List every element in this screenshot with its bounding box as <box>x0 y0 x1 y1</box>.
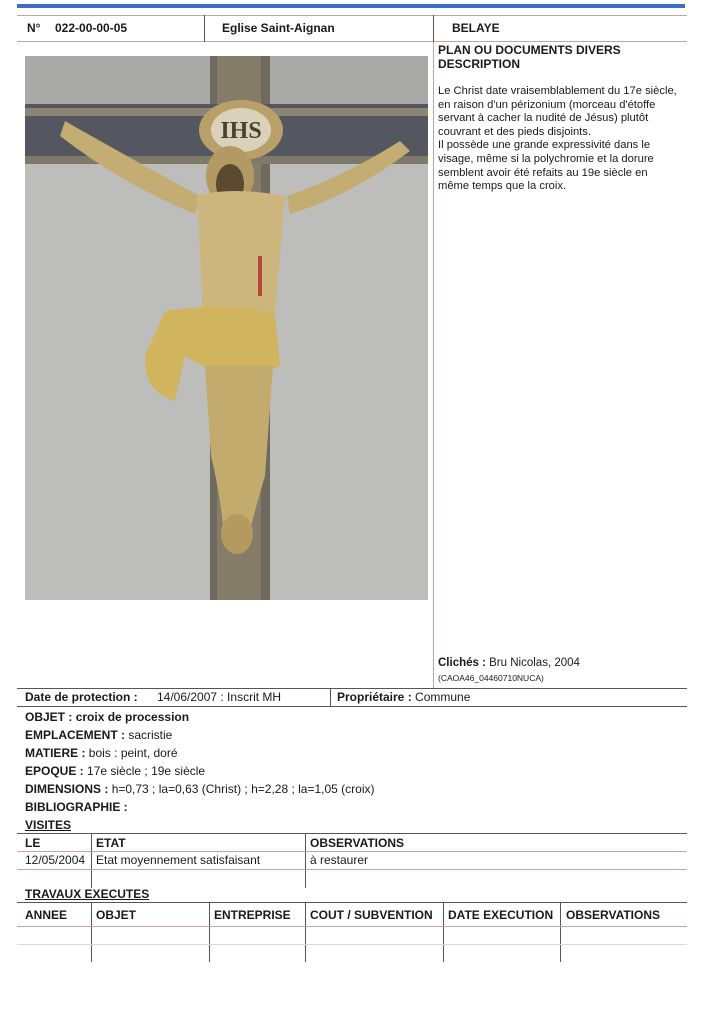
emplacement-label: EMPLACEMENT : <box>25 728 125 742</box>
crucifix-photo <box>25 56 428 600</box>
record-number: 022-00-00-05 <box>55 21 128 35</box>
photo-reference: (CAOA46_04460710NUCA) <box>438 673 544 683</box>
header-divider-1 <box>204 15 205 42</box>
visites-col-divider-1 <box>91 833 92 888</box>
travaux-col-divider-1 <box>91 902 92 962</box>
description-text: Le Christ date vraisemblablement du 17e siècle, en raison d'un périzonium (morceau d'étoffe servant à cacher la nudité de Jésus) plutôt couvrant et des pieds disjoints. Il possède une grande expressivité dans le visage, même si la polychromie et la dorure semblent avoir été refaits au 19e siècle en même temps que la croix. <box>438 85 677 193</box>
church-name: Eglise Saint-Aignan <box>222 21 335 35</box>
record-number-label: N° <box>27 21 41 35</box>
visites-top-line <box>17 833 687 834</box>
plan-heading: PLAN OU DOCUMENTS DIVERS <box>438 43 621 57</box>
cliches-line <box>438 657 580 669</box>
dimensions-label: DIMENSIONS : <box>25 782 109 796</box>
visites-header-line <box>17 851 687 852</box>
travaux-top-line <box>17 902 687 903</box>
objet-label: OBJET : <box>25 710 73 724</box>
protection-top-line <box>17 688 687 689</box>
travaux-header-date-execution: DATE EXECUTION <box>448 908 554 922</box>
photo-column-divider <box>433 42 434 688</box>
ihs-inscription: IHS <box>220 118 262 144</box>
owner-label: Propriétaire : <box>337 690 412 704</box>
header-bottom-line <box>17 41 687 42</box>
commune-name: BELAYE <box>452 21 500 35</box>
visites-col-divider-2 <box>305 833 306 888</box>
cliches-label: Clichés : <box>438 657 486 669</box>
header-divider-2 <box>433 15 434 42</box>
owner-value: Commune <box>415 690 471 704</box>
top-rule <box>17 4 685 8</box>
description-heading: DESCRIPTION <box>438 57 521 71</box>
protection-date-value: 14/06/2007 : Inscrit MH <box>157 690 282 704</box>
matiere-line <box>25 746 178 760</box>
travaux-col-divider-2 <box>209 902 210 962</box>
visites-row-date: 12/05/2004 <box>25 853 86 867</box>
matiere-label: MATIERE : <box>25 746 86 760</box>
protection-date-label: Date de protection : <box>25 690 138 704</box>
emplacement-line <box>25 728 172 742</box>
dimensions-line <box>25 782 375 796</box>
visites-row-observations: à restaurer <box>310 853 369 867</box>
dimensions-value: h=0,73 ; la=0,63 (Christ) ; h=2,28 ; la=1,05 (croix) <box>111 782 375 796</box>
travaux-row-line <box>17 944 687 945</box>
cliches-value: Bru Nicolas, 2004 <box>489 657 580 669</box>
visites-header-etat: ETAT <box>96 836 126 850</box>
travaux-header-objet: OBJET <box>96 908 137 922</box>
visites-title: VISITES <box>25 818 72 832</box>
protection-divider <box>330 688 331 706</box>
bibliographie-label: BIBLIOGRAPHIE : <box>25 800 128 814</box>
objet-line <box>25 710 189 724</box>
travaux-col-divider-5 <box>560 902 561 962</box>
emplacement-value: sacristie <box>128 728 173 742</box>
epoque-line <box>25 764 205 778</box>
travaux-header-entreprise: ENTREPRISE <box>214 908 291 922</box>
visites-row-etat: Etat moyennement satisfaisant <box>96 853 261 867</box>
header-top-line <box>17 15 687 16</box>
travaux-col-divider-4 <box>443 902 444 962</box>
visites-header-observations: OBSERVATIONS <box>310 836 405 850</box>
crucifix-image <box>25 56 428 600</box>
protection-bottom-line <box>17 706 687 707</box>
visites-header-le: LE <box>25 836 41 850</box>
visites-row-line <box>17 869 687 870</box>
objet-value: croix de procession <box>75 710 190 724</box>
travaux-header-cout: COUT / SUBVENTION <box>310 908 433 922</box>
travaux-header-annee: ANNEE <box>25 908 68 922</box>
epoque-label: EPOQUE : <box>25 764 84 778</box>
travaux-header-line <box>17 926 687 927</box>
travaux-title: TRAVAUX EXECUTES <box>25 887 150 901</box>
travaux-header-observations: OBSERVATIONS <box>566 908 661 922</box>
matiere-value: bois : peint, doré <box>88 746 178 760</box>
travaux-col-divider-3 <box>305 902 306 962</box>
epoque-value: 17e siècle ; 19e siècle <box>87 764 206 778</box>
owner-line <box>337 690 470 704</box>
